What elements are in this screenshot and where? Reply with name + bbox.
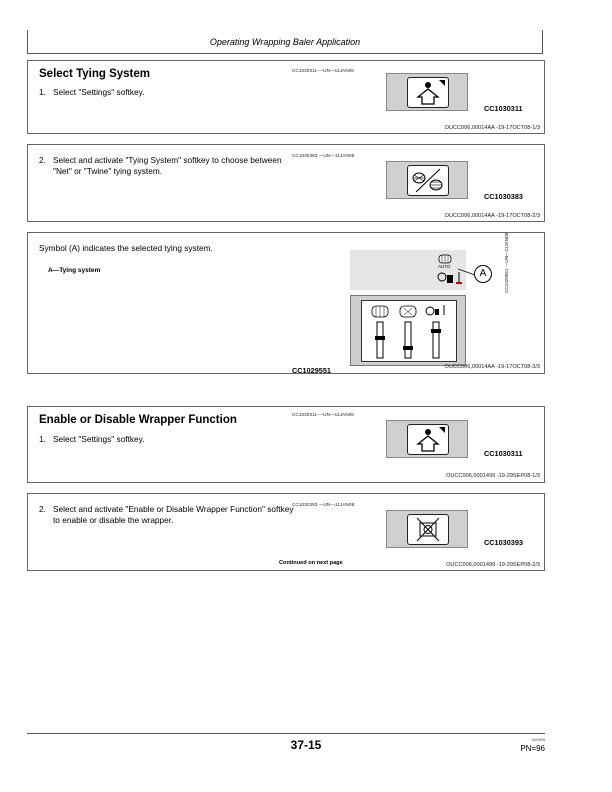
continued-note: Continued on next page [279, 560, 343, 566]
auto-label: AUTO [438, 264, 451, 269]
section-select-tying-system [27, 60, 545, 134]
pn-number: PN=96 [520, 744, 545, 753]
figure-label: CC1030383 [484, 192, 523, 201]
symbol-description [39, 243, 301, 254]
image-reference: CC1030393 —UN—11JAN08 [292, 502, 355, 507]
figure-label: CC1029551 [292, 366, 331, 375]
step-number: 2. [39, 155, 46, 165]
section-enable-disable-wrapper [27, 406, 545, 483]
step-text: Select "Settings" softkey. [53, 87, 145, 97]
page-number: 37-15 [290, 738, 322, 752]
step-2 [39, 504, 301, 525]
figure-label: CC1030311 [484, 449, 523, 458]
image-reference: CC1030383 —UN—11JAN08 [292, 153, 355, 158]
figure-label: CC1030393 [484, 538, 523, 547]
image-reference: CC1030311 —UN—11JAN08 [292, 68, 354, 73]
footer-code: 012909 [531, 737, 545, 742]
callout-a: A [474, 265, 492, 283]
figure-legend: A—Tying system [48, 267, 101, 274]
figure-label: CC1030311 [484, 104, 523, 113]
settings-softkey-figure [386, 420, 468, 458]
step-number: 1. [39, 87, 46, 97]
display-frame [350, 295, 466, 366]
description-text: Symbol (A) indicates the selected tying system. [39, 243, 213, 253]
setting-sliders-icon [362, 301, 456, 361]
section-title: Select Tying System [39, 68, 150, 80]
document-reference: OUCC006,0001499 -19-29SEP08-1/3 [446, 473, 540, 479]
net-roll-icon [438, 254, 452, 264]
step-text: Select "Settings" softkey. [53, 434, 145, 444]
page-header [27, 30, 543, 54]
step-number: 1. [39, 434, 46, 444]
section-tying-symbol [27, 232, 545, 374]
step-text: Select and activate "Tying System" softkey to choose between "Net" or "Twine" tying system. [53, 155, 282, 176]
wrapper-softkey-figure [386, 510, 468, 548]
step-1 [39, 434, 301, 445]
document-reference: OUCC006,00014AA -19-17OCT08-3/3 [444, 364, 540, 370]
step-text: Select and activate "Enable or Disable Wrapper Function" softkey to enable or disable the wrapper. [53, 504, 294, 525]
step-number: 2. [39, 504, 46, 514]
settings-softkey-figure [386, 73, 468, 111]
header-title: Operating Wrapping Baler Application [209, 37, 361, 47]
document-reference: OUCC006,00014AA -19-17OCT08-2/3 [444, 213, 540, 219]
step-1 [39, 87, 301, 98]
step-2 [39, 155, 301, 176]
document-reference: OUCC006,0001499 -19-29SEP08-2/3 [446, 562, 540, 568]
section-title: Enable or Disable Wrapper Function [39, 414, 237, 426]
tying-system-display-panel [350, 250, 466, 366]
image-reference: CC1030311 —UN—11JAN08 [292, 412, 354, 417]
settings-softkey-icon [407, 77, 449, 108]
tying-system-softkey-figure [386, 161, 468, 199]
display-status-area [350, 250, 466, 290]
section-tying-system-softkey [27, 144, 545, 222]
document-reference: OUCC006,00014AA -19-17OCT08-1/3 [444, 125, 540, 131]
footer-divider [27, 733, 545, 734]
wrapper-disable-icon [407, 514, 449, 545]
vertical-image-reference: CC1029551 —UN—11JAN08 [504, 232, 509, 293]
display-screen [361, 300, 457, 362]
section-wrapper-softkey [27, 493, 545, 571]
net-twine-icon [407, 165, 449, 196]
settings-softkey-icon [407, 424, 449, 455]
